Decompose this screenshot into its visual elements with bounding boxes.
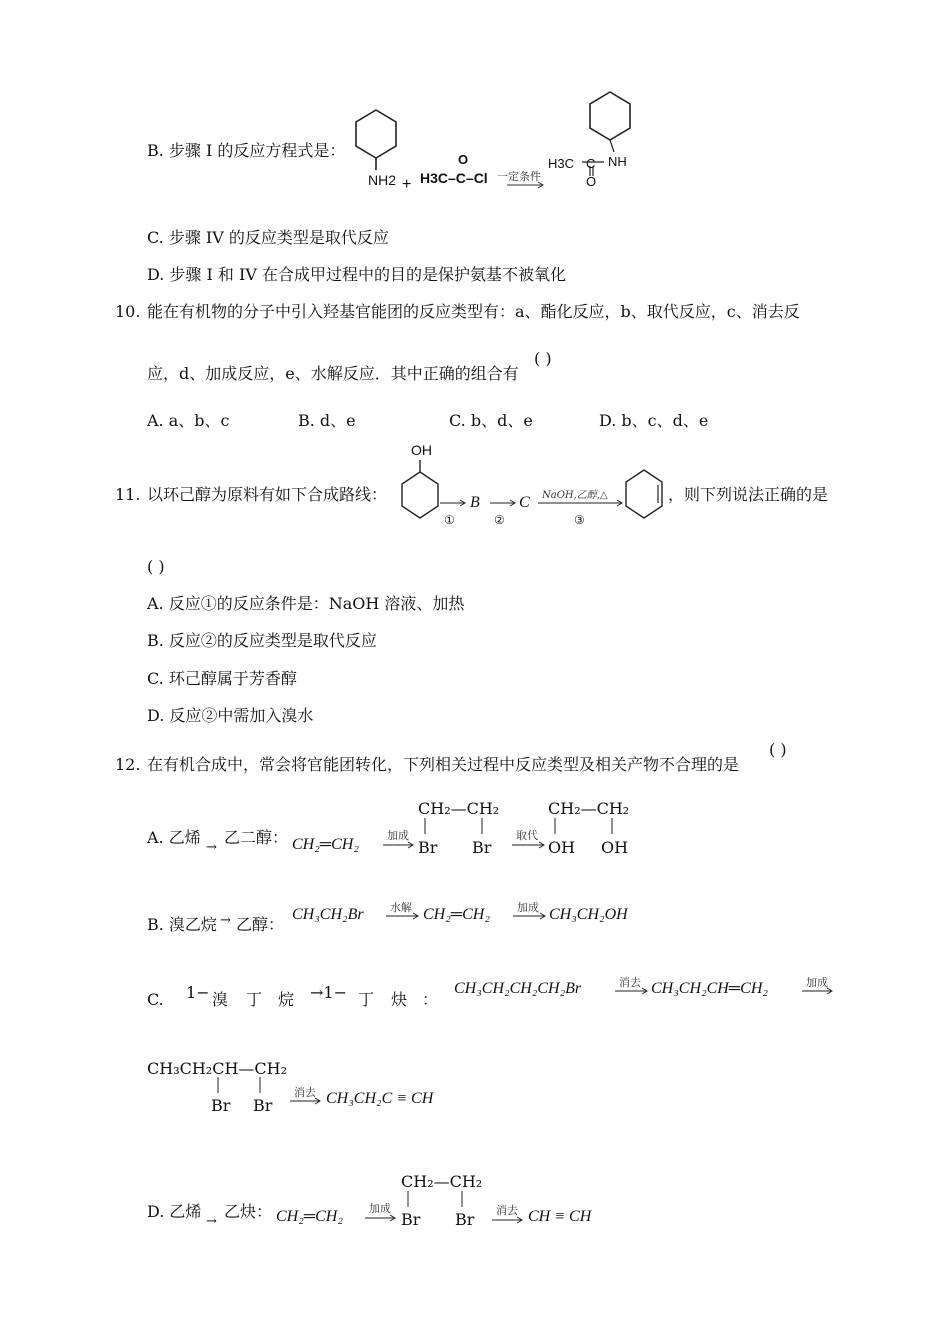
q11-stem-post: ，则下列说法正确的是 — [668, 485, 829, 504]
q11-option-b[interactable]: B. 反应②的反应类型是取代反应 — [147, 631, 377, 650]
q12-b-label[interactable]: B. 溴乙烷 — [147, 915, 217, 934]
q12-a-arrow: → — [206, 840, 217, 855]
q9-option-c: C. 步骤 IV 的反应类型是取代反应 — [147, 228, 389, 247]
acetanilide-structure — [552, 90, 642, 190]
q12-b-start: CH₃CH₂Br — [292, 906, 364, 923]
step3-label: ③ — [574, 513, 585, 527]
q12-d-mid-top: CH₂—CH₂ — [401, 1172, 483, 1191]
q10-number: 10. — [115, 302, 141, 321]
q12-d-end: CH ≡ CH — [528, 1208, 592, 1225]
q12-c-arrow3 — [290, 1096, 324, 1106]
product-o: O — [586, 174, 597, 189]
q12-a-mid-top: CH₂—CH₂ — [418, 799, 500, 818]
q12-c-mid2-bonds — [214, 1077, 274, 1097]
q11-number: 11. — [115, 485, 141, 504]
product-h3c: H3C — [548, 156, 575, 171]
q12-d-cond2: 消去 — [496, 1204, 518, 1217]
q10-option-a[interactable]: A. a、b、c — [147, 411, 230, 430]
q12-d-arrow1 — [365, 1213, 399, 1223]
q11-option-d[interactable]: D. 反应②中需加入溴水 — [147, 706, 314, 725]
intermediate-c: C — [519, 494, 530, 511]
q12-c-arrow2 — [802, 986, 836, 996]
q12-c-w4: 丁 — [358, 990, 375, 1009]
q12-c-w2: 丁 — [246, 990, 263, 1009]
q12-a-target: 乙二醇： — [224, 828, 289, 847]
q12-b-mid: CH₂═CH₂ — [423, 906, 490, 923]
q12-a-end-bonds — [550, 818, 620, 838]
q12-c-mid2-top: CH₃CH₂CH—CH₂ — [147, 1059, 288, 1078]
q12-d-cond1: 加成 — [369, 1202, 391, 1215]
q12-b-arrow1 — [386, 911, 422, 921]
q11-answer-paren: ( ) — [147, 557, 165, 576]
q12-a-start: CH₂═CH₂ — [292, 836, 359, 853]
cyclohexene-structure — [626, 468, 666, 528]
q12-c-label[interactable]: C. — [147, 990, 164, 1009]
q9-option-d: D. 步骤 I 和 IV 在合成甲过程中的目的是保护氨基不被氧化 — [147, 265, 566, 284]
step3-condition: NaOH,乙醇,△ — [542, 490, 608, 501]
q10-option-d[interactable]: D. b、c、d、e — [599, 411, 709, 430]
q12-c-arrow: →1− — [310, 983, 347, 1002]
aniline-nh2: NH2 — [368, 172, 397, 188]
product-nh: NH — [608, 154, 627, 169]
q11-option-a[interactable]: A. 反应①的反应条件是：NaOH 溶液、加热 — [147, 594, 465, 613]
q12-a-label[interactable]: A. 乙烯 — [147, 828, 201, 847]
q12-b-end: CH₃CH₂OH — [549, 906, 628, 923]
q12-a-cond2: 取代 — [516, 829, 538, 842]
q12-b-cond2: 加成 — [517, 901, 539, 914]
q12-c-br2: Br — [253, 1096, 273, 1115]
q12-c-w1: 溴 — [212, 990, 229, 1009]
step1-label: ① — [444, 513, 455, 527]
q10-stem-line1: 能在有机物的分子中引入羟基官能团的反应类型有：a、酯化反应，b、取代反应，c、消去反 — [147, 302, 800, 321]
q12-a-br2: Br — [472, 838, 492, 857]
q12-c-cond3: 消去 — [294, 1086, 316, 1099]
q12-a-br1: Br — [418, 838, 438, 857]
q12-d-mid-bonds — [404, 1191, 474, 1211]
acetyl-chloride: H3C–C–Cl — [420, 170, 488, 186]
plus-sign: + — [402, 176, 412, 193]
q12-c-arrow1 — [615, 986, 651, 996]
q12-d-br1: Br — [401, 1210, 421, 1229]
q12-number: 12. — [115, 755, 141, 774]
q12-c-pre: 1− — [186, 983, 210, 1002]
q12-c-br1: Br — [211, 1096, 231, 1115]
cyclohexanol-structure — [396, 460, 446, 530]
arrow-step1 — [440, 498, 470, 508]
q12-a-cond1: 加成 — [387, 829, 409, 842]
q12-c-colon: ： — [422, 990, 439, 1009]
acetyl-chloride-o: O — [458, 152, 469, 167]
q12-b-arrow: → — [220, 913, 231, 928]
q12-c-cond2: 加成 — [806, 976, 828, 989]
reaction-arrow — [507, 180, 547, 190]
arrow-step2 — [490, 498, 520, 508]
q11-stem-pre: 以环己醇为原料有如下合成路线： — [147, 485, 388, 504]
q10-stem-line2: 应，d、加成反应，e、水解反应．其中正确的组合有 — [147, 364, 519, 383]
q12-a-oh1: OH — [548, 838, 576, 857]
step2-label: ② — [494, 513, 505, 527]
q12-stem: 在有机合成中，常会将官能团转化，下列相关过程中反应类型及相关产物不合理的是 — [147, 755, 740, 774]
q12-b-target: 乙醇： — [236, 915, 285, 934]
q12-c-end: CH₃CH₂C ≡ CH — [326, 1090, 434, 1107]
q12-b-cond1: 水解 — [390, 901, 412, 914]
q12-a-arrow2 — [512, 840, 548, 850]
q12-a-end-top: CH₂—CH₂ — [548, 799, 630, 818]
q10-answer-paren: ( ) — [534, 349, 552, 368]
q12-a-mid-bonds — [420, 818, 490, 838]
q12-a-arrow1 — [383, 840, 417, 850]
q11-option-c[interactable]: C. 环己醇属于芳香醇 — [147, 669, 297, 688]
q9-option-b-text: B. 步骤 I 的反应方程式是： — [147, 141, 346, 160]
q12-answer-paren: ( ) — [769, 740, 787, 759]
q12-c-mid: CH₃CH₂CH═CH₂ — [651, 980, 768, 997]
q12-b-arrow2 — [513, 911, 549, 921]
q12-c-w3: 烷 — [278, 990, 295, 1009]
arrow-step3 — [538, 498, 628, 508]
q12-c-start: CH₃CH₂CH₂CH₂Br — [454, 980, 582, 997]
q12-d-arrow2 — [492, 1215, 526, 1225]
q12-d-br2: Br — [455, 1210, 475, 1229]
q10-option-b[interactable]: B. d、e — [298, 411, 356, 430]
q12-c-cond1: 消去 — [619, 976, 641, 989]
reaction-condition-label: 一定条件 — [497, 170, 541, 183]
q12-d-arrow: → — [206, 1214, 217, 1229]
q10-option-c[interactable]: C. b、d、e — [449, 411, 533, 430]
q12-c-w5: 炔 — [391, 990, 408, 1009]
q12-d-start: CH₂═CH₂ — [276, 1208, 343, 1225]
q12-d-target: 乙炔： — [224, 1202, 273, 1221]
cyclohexanol-oh: OH — [411, 442, 432, 458]
q12-d-label[interactable]: D. 乙烯 — [147, 1202, 202, 1221]
intermediate-b: B — [470, 494, 480, 511]
q12-a-oh2: OH — [601, 838, 629, 857]
product-c: C — [586, 156, 596, 171]
